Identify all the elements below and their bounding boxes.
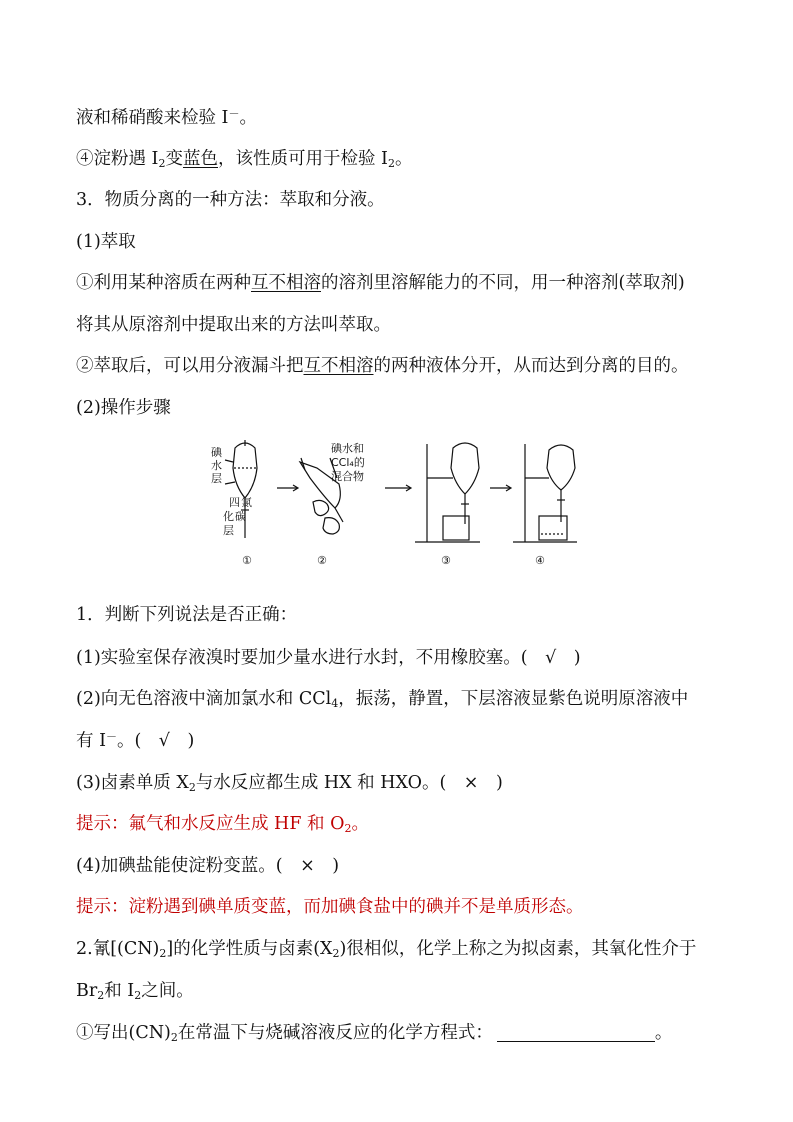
ring-stand-step3 bbox=[415, 443, 480, 542]
step-label-2: ② bbox=[317, 554, 327, 567]
text-line: 将其从原溶剂中提取出来的方法叫萃取。 bbox=[76, 315, 391, 335]
svg-text:层: 层 bbox=[223, 524, 234, 537]
text-line: ①利用某种溶质在两种互不相溶的溶剂里溶解能力的不同，用一种溶剂(萃取剂) bbox=[76, 273, 685, 293]
step-label-3: ③ bbox=[441, 554, 451, 567]
text-line: (1)实验室保存液溴时要加少量水进行水封，不用橡胶塞。( √ ) bbox=[76, 648, 581, 668]
text-line: 2.氰$[(CN)_2]$的化学性质与卤素$(X_2)$很相似，化学上称之为拟卤素，其氧化性介于 bbox=[76, 939, 697, 960]
text-line: ②萃取后，可以用分液漏斗把互不相溶的两种液体分开，从而达到分离的目的。 bbox=[76, 356, 689, 376]
svg-text:水: 水 bbox=[211, 459, 222, 472]
svg-text:碳: 碳 bbox=[235, 510, 246, 523]
text-line: (4)加碘盐能使淀粉变蓝。( × ) bbox=[76, 856, 340, 876]
step-label-4: ④ bbox=[535, 554, 545, 567]
text-line: (2)向无色溶液中滴加氯水和 CCl$_4$，振荡，静置，下层溶液显紫色说明原溶液中 bbox=[76, 689, 689, 710]
svg-text:混合物: 混合物 bbox=[331, 470, 364, 483]
step-label-1: ① bbox=[242, 554, 252, 567]
hint-line: 提示：氟气和水反应生成 HF 和 $O_2$。 bbox=[76, 814, 369, 835]
text-line: ①写出$(CN)_2$在常温下与烧碱溶液反应的化学方程式： 。 bbox=[76, 1023, 673, 1044]
subsection-heading: (2)操作步骤 bbox=[76, 398, 171, 418]
label-ccl4-layer: 四 bbox=[229, 496, 240, 509]
text-line: 有 I－。( √ ) bbox=[76, 730, 195, 751]
label-iodine-water-layer: 碘 bbox=[211, 446, 222, 459]
svg-text:氯: 氯 bbox=[241, 496, 252, 509]
text-line: 液和稀硝酸来检验 I－。 bbox=[76, 107, 257, 128]
svg-text:化: 化 bbox=[223, 510, 234, 523]
extraction-procedure-diagram bbox=[205, 438, 585, 570]
subsection-heading: (1)萃取 bbox=[76, 232, 136, 252]
svg-text:层: 层 bbox=[211, 472, 222, 485]
section-heading: 3．物质分离的一种方法：萃取和分液。 bbox=[76, 190, 385, 210]
answer-blank[interactable] bbox=[497, 1023, 655, 1042]
label-mixture: 碘水和 bbox=[331, 442, 364, 455]
text-line: (3)卤素单质 $X_2$与水反应都生成 HX 和 HXO。( × ) bbox=[76, 773, 503, 794]
ring-stand-step4 bbox=[513, 444, 577, 542]
text-line: $Br_2$和 $I_2$之间。 bbox=[76, 981, 194, 1002]
question-heading: 1．判断下列说法是否正确： bbox=[76, 605, 298, 625]
svg-text:CCl₄的: CCl₄的 bbox=[331, 456, 365, 469]
text-line: ④淀粉遇 $I_2$变蓝色，该性质可用于检验 $I_2$。 bbox=[76, 149, 413, 170]
hint-line: 提示：淀粉遇到碘单质变蓝，而加碘食盐中的碘并不是单质形态。 bbox=[76, 897, 584, 917]
